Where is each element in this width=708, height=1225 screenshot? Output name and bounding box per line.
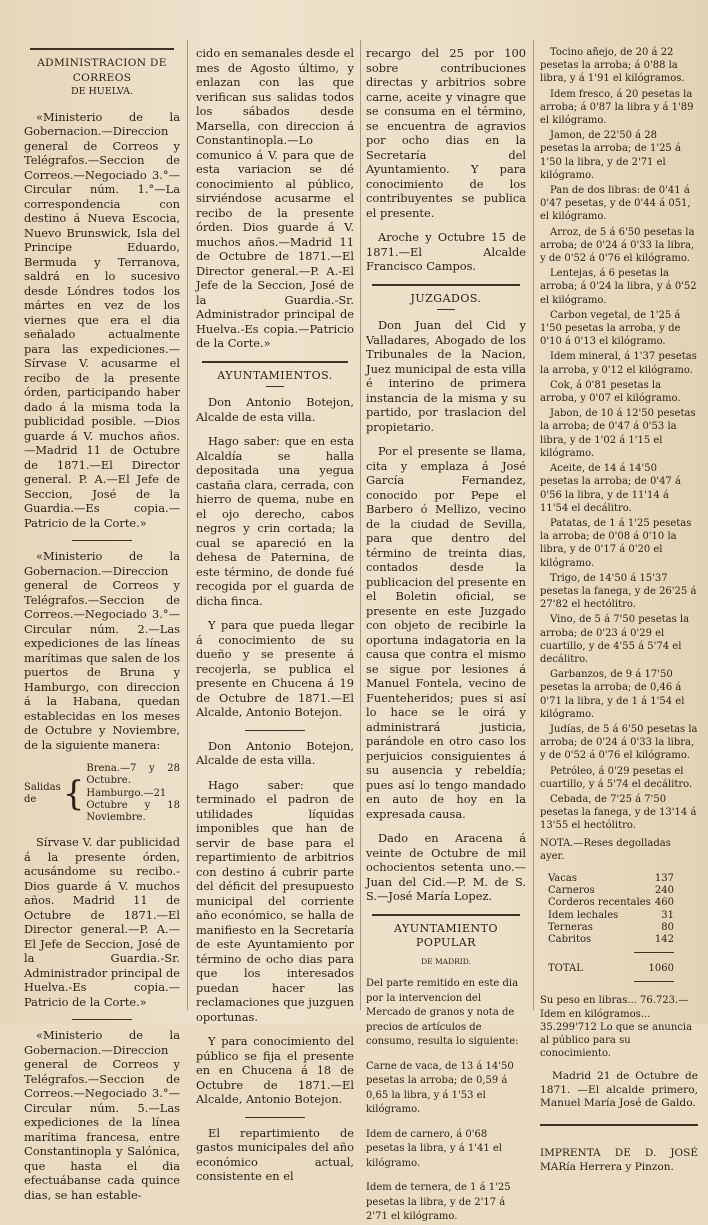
price-list bbox=[540, 46, 698, 833]
edict-text: Y para conocimiento del público se fija el presente en en Chucena á 18 de Octubre de 1871.—El Alcalde, Antonio Botejon. bbox=[196, 1034, 354, 1106]
price-item: Garbanzos, de 9 á 17'50 pesetas la arroba; de 0,46 á 0'71 la libra, y de 1 á 1'54 el kilógramo. bbox=[540, 669, 685, 720]
price-item: Cebada, de 7'25 á 7'50 pesetas la fanega, y de 13'14 á 13'55 el hectólitro. bbox=[540, 793, 697, 832]
edict-title: Don Antonio Botejon, Alcalde de esta villa. bbox=[196, 738, 354, 767]
separator bbox=[245, 730, 305, 731]
edict-text: Hago saber: que terminado el padron de utilidades líquidas imponibles que han de servir de base para el repartimiento de arbitrios con destino á cubrir parte del déficit del presupuesto municipal del corriente año económico, se halla de manifiesto en la Secretaría de este Ayuntamiento por término de ocho dias para que los interesados puedan hacer las reclamaciones que juzguen oportunas. bbox=[196, 777, 354, 1024]
cattle-name: Terneras bbox=[548, 921, 593, 933]
price-item: Carbon vegetal, de 1'25 á 1'50 pesetas la arroba, y de 0'10 á 0'13 el kilógramo. bbox=[540, 309, 681, 348]
cattle-name: Corderos recentales bbox=[548, 897, 651, 909]
cattle-name: Carneros bbox=[548, 885, 595, 897]
separator bbox=[245, 1117, 305, 1118]
price-item: Jamon, de 22'50 á 28 pesetas la arroba; de 1'25 á 1'50 la libra, y de 2'71 el kilógramo. bbox=[540, 130, 681, 181]
cattle-row bbox=[548, 934, 674, 946]
price-item: Jabon, de 10 á 12'50 pesetas la arroba; de 0'47 á 0'53 la libra, y de 1'02 á 1'15 el kilógramo. bbox=[540, 408, 696, 459]
cattle-total-row bbox=[548, 963, 674, 975]
brace-glyph: { bbox=[62, 773, 85, 814]
edict-text: El repartimiento de gastos municipales del año económico actual, consistente en el bbox=[196, 1125, 354, 1183]
cattle-count: 460 bbox=[654, 897, 674, 909]
price-item: Pan de dos libras: de 0'41 á 0'47 pesetas, y de 0'44 á 051, el kilógramo. bbox=[540, 185, 691, 223]
circular-notice-1: «Ministerio de la Gobernacion.—Direccion general de Correos y Telégrafos.—Seccion de Correos.—Negociado 3.°—Circular núm. 1.°—La correspondencia con destino á Nueva Escocia, Nuevo Brunswick, Isla del Principe Eduardo, Bermuda y Terranova, saldrá en lo sucesivo desde Lóndres todos los mártes en vez de los viernes que era el dia señalado actualmente para las expediciones.—Sírvase V. acusarme el recibo de la presente órden, participando haber dado á la misma toda la publicidad posible. —Dios guarde á V. muchos años.—Madrid 11 de Octubre de 1871.—El Director general. P. A.—El Jefe de Seccion, José de la Guardia.—Es copia.—Patricio de la Corte.» bbox=[24, 109, 180, 530]
price-item: Petróleo, á 0'29 pesetas el cuartillo, y á 5'74 el decálitro. bbox=[540, 765, 693, 790]
total-label: TOTAL bbox=[548, 963, 583, 975]
price-item: Arroz, de 5 á 6'50 pesetas la arroba; de 0'24 á 0'33 la libra, y de 0'52 á 0'76 el kilógramo. bbox=[540, 226, 695, 265]
cattle-note: NOTA.—Reses degolladas ayer. bbox=[540, 837, 671, 862]
weight-note: Su peso en libras... 76.723.—Idem en kilógramos... 35.299'712 Lo que se anuncia al público para su conocimiento. bbox=[540, 995, 693, 1060]
edict-cont: recargo del 25 por 100 sobre contribuciones directas y arbitrios sobre carne, aceite y vinagre que se consuma en el término, se encuentra de agravios por ocho dias en la Secretaría del Ayuntamiento. Y para conocimiento de los contribuyentes se publica el presente. bbox=[366, 46, 526, 220]
separator bbox=[266, 386, 284, 387]
schedule-label: Salidas de bbox=[24, 781, 61, 805]
section-subheading: DE HUELVA. bbox=[70, 86, 134, 97]
price-item: Aceite, de 14 á 14'50 pesetas la arroba; de 0'47 á 0'56 la libra, y de 11'14 á 11'54 el decálitro. bbox=[540, 463, 681, 514]
column-3 bbox=[366, 46, 526, 1222]
price-item: Idem mineral, á 1'37 pesetas la arroba, y 0'12 el kilógramo. bbox=[540, 351, 697, 376]
market-price: Idem de ternera, de 1 á 1'25 pesetas la libra, y de 2'17 á 2'71 el kilógramo. bbox=[366, 1182, 511, 1222]
circular-notice-2-end: Sírvase V. dar publicidad á la presente órden, acusándome su recibo.-Dios guarde á V. muchos años. Madrid 11 de Octubre de 1871.—El Director general.—P. A.—El Jefe de Seccion, José de la Guardia.-Sr. Administrador principal de Huelva.-Es copia.—Patricio de la Corte.» bbox=[24, 835, 180, 1009]
edict-title: Don Antonio Botejon, Alcalde de esta villa. bbox=[196, 395, 354, 424]
schedule-item: Brena.—7 y 28 Octubre. bbox=[86, 763, 180, 786]
separator bbox=[437, 309, 455, 310]
court-notice-title: Don Juan del Cid y Valladares, Abogado de los Tribunales de la Nacion, Juez municipal de esta villa é interino de primera instancia de la misma y su partido, por traslacion del propietario. bbox=[366, 318, 526, 434]
cattle-row bbox=[548, 885, 674, 897]
cattle-count: 137 bbox=[654, 872, 674, 884]
cattle-name: Cabritos bbox=[548, 934, 592, 945]
column-divider bbox=[533, 40, 534, 1010]
column-divider bbox=[187, 40, 188, 1010]
price-item: Patatas, de 1 á 1'25 pesetas la arroba; de 0'08 á 0'10 la libra, y de 0'17 á 0'20 el kilógramo. bbox=[540, 517, 692, 569]
printer-imprint: IMPRENTA DE D. JOSÉ MARía Herrera y Pinzon. bbox=[540, 1147, 698, 1174]
market-price: Idem de carnero, á 0'68 pesetas la libra, y á 1'41 el kilógramo. bbox=[366, 1128, 502, 1169]
price-item: Lentejas, á 6 pesetas la arroba; á 0'24 la libra, y á 0'52 el kilógramo. bbox=[540, 268, 697, 306]
imprint-rule bbox=[540, 1124, 698, 1126]
column-divider bbox=[360, 40, 361, 1010]
section-heading: AYUNTAMIENTOS. bbox=[217, 368, 333, 382]
cattle-row bbox=[548, 922, 674, 934]
column-1 bbox=[24, 48, 180, 1202]
cattle-table bbox=[548, 873, 674, 946]
market-price: Carne de vaca, de 13 á 14'50 pesetas la arroba; de 0,59 á 0,65 la libra, y á 1'53 el kilógramo. bbox=[366, 1060, 514, 1115]
edict-text: Hago saber: que en esta Alcaldía se halla depositada una yegua castaña clara, cerrada, con hierro de quema, nube en el ojo derecho, cabos negros y crin cortada; la cual se apareció en la dehesa de Paternina, de este término, de donde fué recogida por el guarda de dicha finca. bbox=[196, 434, 354, 608]
separator bbox=[72, 540, 132, 541]
circular-notice-3-cont: cido en semanales desde el mes de Agosto último, y enlazan con las que verifican sus salidas todos los sábados desde Marsella, con direccion á Constantinopla.—Lo comunico á V. para que de esta variacion se dé conocimiento al público, sirviéndose acusarme el recibo de la presente órden. Dios guarde á V. muchos años.—Madrid 11 de Octubre de 1871.—El Director general.—P. A.-El Jefe de la Seccion, José de la Guardia.-Sr. Administrador principal de Huelva.-Es copia.—Patricio de la Corte.» bbox=[196, 46, 354, 350]
cattle-row bbox=[548, 873, 674, 885]
section-heading: JUZGADOS. bbox=[410, 291, 482, 305]
court-notice-text: Por el presente se llama, cita y emplaza á José García Fernandez, conocido por Pepe el Barbero ó Mellizo, vecino de la ciudad de Sevilla, para que dentro del término de treinta dias, contados desde la publicacion del presente en el Boletin oficial, se presente en este Juzgado con objeto de recibirle la oportuna indagatoria en la causa que contra el mismo se sigue por lesiones á Manuel Fontela, vecino de Fuenteheridos; pues si así lo hace se le oirá y administrará justicia, parándole en otro caso los perjuicios consiguientes á su ausencia y rebeldía; pues así lo tengo mandado en auto de hoy en la expresada causa. bbox=[366, 444, 526, 821]
total-rule bbox=[634, 952, 674, 953]
price-item: Tocino añejo, de 20 á 22 pesetas la arroba; á 0'88 la libra, y á 1'91 el kilógramos. bbox=[540, 47, 685, 85]
separator bbox=[72, 1019, 132, 1020]
court-notice-text: Dado en Aracena á veinte de Octubre de mil ochocientos setenta uno.—Juan del Cid.—P. M. de S. S.—José María Lopez. bbox=[366, 831, 526, 903]
price-item: Trigo, de 14'50 á 15'37 pesetas la fanega, y de 26'25 á 27'82 el hectólitro. bbox=[540, 572, 697, 611]
market-report: Del parte remitido en este dia por la intervencion del Mercado de granos y nota de precios de artículos de consumo, resulta lo siguiente: bbox=[366, 978, 519, 1047]
total-value: 1060 bbox=[648, 963, 674, 975]
price-item: Vino, de 5 á 7'50 pesetas la arroba; de 0'23 á 0'29 el cuartillo, y de 4'55 á 5'74 el decálitro. bbox=[540, 614, 690, 665]
column-2 bbox=[196, 46, 354, 1183]
cattle-count: 142 bbox=[654, 934, 674, 945]
edict-signature: Aroche y Octubre 15 de 1871.—El Alcalde Francisco Campos. bbox=[366, 230, 526, 273]
cattle-count: 240 bbox=[654, 885, 674, 897]
price-item: Judías, de 5 á 6'50 pesetas la arroba; de 0'24 á 0'33 la libra, y de 0'52 á 0'76 el kilógramo. bbox=[540, 723, 698, 762]
price-item: Idem fresco, á 20 pesetas la arroba; á 0'87 la libra y á 1'89 el kilógramo. bbox=[540, 88, 694, 127]
cattle-name: Idem lechales bbox=[548, 909, 619, 921]
cattle-row bbox=[548, 910, 674, 922]
departure-schedule bbox=[24, 762, 180, 825]
section-subheading: DE MADRID. bbox=[421, 956, 471, 966]
schedule-item: Hamburgo.—21 Octubre y 18 Noviembre. bbox=[86, 788, 180, 823]
circular-notice-2: «Ministerio de la Gobernacion.—Direccion general de Correos y Telégrafos.—Seccion de Correos.—Negociado 3.°—Circular núm. 2.—Las expediciones de las líneas marítimas que salen de los puertos de Bruna y Hamburgo, con direccion á la Habana, quedan establecidas en los meses de Octubre y Noviembre, de la siguiente manera: bbox=[24, 549, 180, 752]
section-heading: AYUNTAMIENTO POPULAR bbox=[394, 921, 498, 949]
section-rule bbox=[372, 914, 520, 916]
circular-notice-3: «Ministerio de la Gobernacion.—Direccion general de Correos y Telégrafos.—Seccion de Correos.—Negociado 3.°—Circular núm. 5.—Las expediciones de la línea marítima francesa, entre Constantinopla y Salónica, que hasta el dia efectuábanse cada quince dias, se han estable- bbox=[24, 1028, 180, 1202]
cattle-count: 80 bbox=[661, 921, 674, 933]
header-rule bbox=[30, 48, 174, 50]
column-4 bbox=[540, 46, 698, 1174]
price-item: Cok, á 0'81 pesetas la arroba, y 0'07 el kilógramo. bbox=[540, 379, 681, 405]
section-rule bbox=[372, 284, 520, 286]
mayor-signature: Madrid 21 de Octubre de 1871. —El alcalde primero, Manuel María José de Galdo. bbox=[540, 1070, 698, 1109]
section-heading: ADMINISTRACION DE CORREOS bbox=[37, 57, 167, 84]
total-rule bbox=[634, 981, 674, 982]
cattle-name: Vacas bbox=[548, 872, 577, 884]
edict-text: Y para que pueda llegar á conocimiento de su dueño y se presente á recojerla, se publica el presente en Chucena á 19 de Octubre de 1871.—El Alcalde, Antonio Botejon. bbox=[196, 618, 354, 719]
cattle-count: 31 bbox=[661, 909, 674, 921]
cattle-row bbox=[548, 897, 674, 909]
section-rule bbox=[202, 361, 348, 363]
